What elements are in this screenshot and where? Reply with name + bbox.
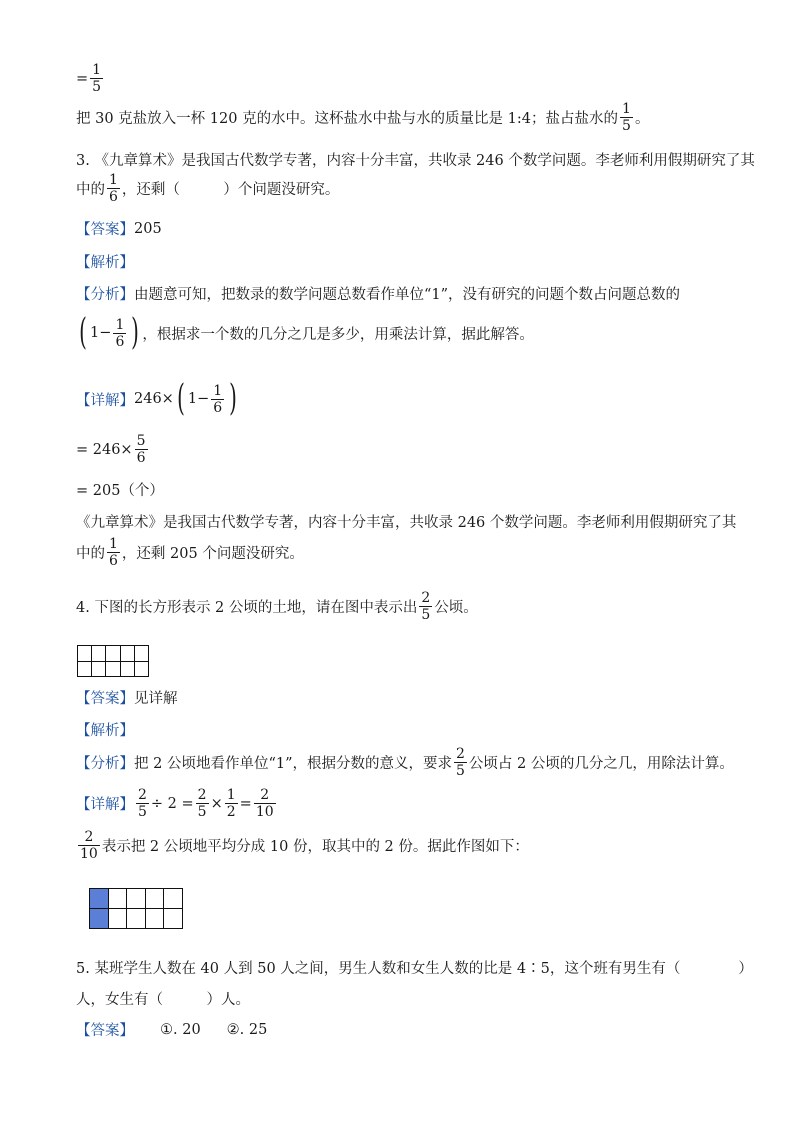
- right-paren: ): [131, 312, 140, 353]
- line-eq-fraction: [76, 62, 105, 95]
- q4-xiangjie: 【详解】 $\frac{2}{5}$ ÷ 2 = $\frac{2}{5}$ × $\frac{1}{2}$ = $\frac{2}{10}$: [76, 787, 274, 820]
- q4-explanation: $\frac{2}{10}$ 表示把 2 公顷地平均分成 10 份，取其中的 2 份。据此作图如下：: [80, 829, 529, 862]
- q3-jiexi: 【解析】: [76, 255, 134, 271]
- land-grid-answer: [89, 888, 183, 929]
- q3-conclusion-line1: 《九章算术》是我国古代数学专著，内容十分丰富，共收录 246 个数学问题。李老师利用假期研究了其: [76, 515, 737, 531]
- land-grid-question: [77, 645, 149, 677]
- left-paren: (: [176, 378, 185, 419]
- fraction: $\frac{2}{10}$: [255, 787, 274, 820]
- fraction: $\frac{2}{5}$: [421, 590, 431, 623]
- shaded-cell: [90, 909, 109, 929]
- equals-sign: =: [76, 70, 89, 87]
- q4-jiexi: 【解析】: [76, 723, 134, 739]
- fraction: $\frac{5}{6}$: [136, 433, 146, 466]
- fraction: $\frac{1}{6}$: [109, 172, 118, 205]
- answer-value: 205: [134, 220, 162, 237]
- fraction: $\frac{1}{5}$: [92, 62, 102, 95]
- q3-xiangjie: 【详解】 246× ( 1 − $\frac{1}{6}$ ): [76, 378, 238, 419]
- q3-question-line2: 中的 $\frac{1}{6}$ ，还剩（ ）个问题没研究。: [76, 172, 340, 205]
- fraction: $\frac{2}{10}$: [80, 829, 98, 862]
- q5-question-line1: 5. 某班学生人数在 40 人到 50 人之间，男生人数和女生人数的比是 4∶5，这个班有男生有（ ）: [76, 961, 753, 977]
- answer-value: 见详解: [134, 691, 178, 707]
- answer-label: 【答案】: [76, 691, 134, 707]
- answer-value-2: ②. 25: [226, 1021, 268, 1038]
- fraction: $\frac{2}{5}$: [456, 746, 465, 779]
- q3-step1: = 246× $\frac{5}{6}$: [76, 433, 146, 466]
- answer-label: 【答案】: [76, 1023, 134, 1039]
- q3-step2: = 205（个）: [76, 483, 164, 499]
- q3-fenxi-expr: ( 1 − $\frac{1}{6}$ ) ，根据求一个数的几分之几是多少，用乘法计算，据此解答。: [79, 312, 534, 353]
- q4-answer: [76, 687, 178, 708]
- fraction: $\frac{1}{6}$: [213, 382, 223, 416]
- answer-value-1: ①. 20: [160, 1021, 201, 1038]
- fraction: $\frac{2}{5}$: [138, 787, 147, 820]
- q3-conclusion-line2: 中的 $\frac{1}{6}$ ，还剩 205 个问题没研究。: [76, 536, 304, 569]
- q3-question-line1: 3. 《九章算术》是我国古代数学专著，内容十分丰富，共收录 246 个数学问题。李老师利用假期研究了其: [76, 153, 755, 169]
- q3-answer: [76, 218, 162, 239]
- q3-fenxi: 【分析】 由题意可知，把数录的数学问题总数看作单位“1”，没有研究的问题个数占问题总数的: [76, 287, 681, 303]
- left-paren: (: [79, 312, 87, 353]
- right-paren: ): [229, 378, 238, 419]
- fraction: $\frac{1}{5}$: [622, 101, 631, 134]
- q4-fenxi: 【分析】 把 2 公顷地看作单位“1”，根据分数的意义，要求 $\frac{2}{5}$ 公顷占 2 公顷的几分之几，用除法计算。: [76, 746, 734, 779]
- q4-question: 4. 下图的长方形表示 2 公顷的土地，请在图中表示出 $\frac{2}{5}$ 公顷。: [76, 590, 478, 623]
- fraction: $\frac{1}{2}$: [226, 787, 236, 820]
- fraction: $\frac{1}{6}$: [109, 536, 118, 569]
- q5-question-line2: 人，女生有（ ）人。: [76, 992, 250, 1008]
- answer-label: 【答案】: [76, 222, 134, 238]
- fraction: $\frac{1}{6}$: [115, 316, 125, 350]
- text: 把 30 克盐放入一杯 120 克的水中。这杯盐水中盐与水的质量比是 1:4；盐占盐水的: [76, 111, 619, 127]
- fraction: $\frac{2}{5}$: [197, 787, 207, 820]
- q5-answer: [76, 1019, 267, 1040]
- shaded-cell: [90, 889, 109, 909]
- salt-water-line: 把 30 克盐放入一杯 120 克的水中。这杯盐水中盐与水的质量比是 1:4；盐占盐水的 $\frac{1}{5}$ 。: [76, 101, 650, 134]
